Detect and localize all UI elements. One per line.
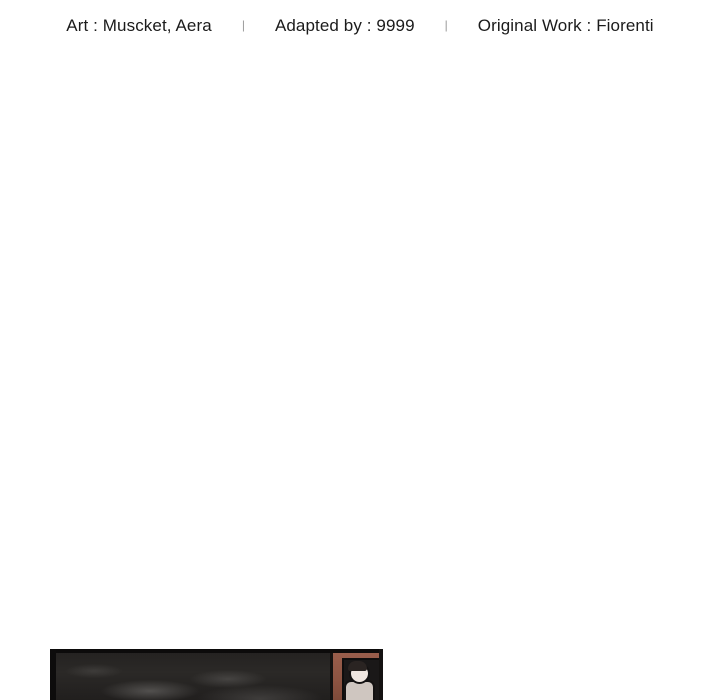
panel-top-border (50, 649, 383, 653)
panel-left-border (50, 649, 56, 700)
credit-separator-2: | (444, 18, 448, 32)
credits-bar (0, 0, 720, 52)
panel-right-border (379, 649, 383, 700)
credit-adapted-by: Adapted by : 9999 (274, 16, 415, 35)
comic-panel (50, 649, 383, 700)
character-hair (348, 661, 367, 671)
door-wall (330, 649, 383, 700)
credit-original-work: Original Work : Fiorenti (477, 16, 654, 35)
night-sky-background (50, 649, 330, 700)
credit-separator-1: | (241, 18, 245, 32)
credit-art: Art : Muscket, Aera (66, 16, 212, 35)
